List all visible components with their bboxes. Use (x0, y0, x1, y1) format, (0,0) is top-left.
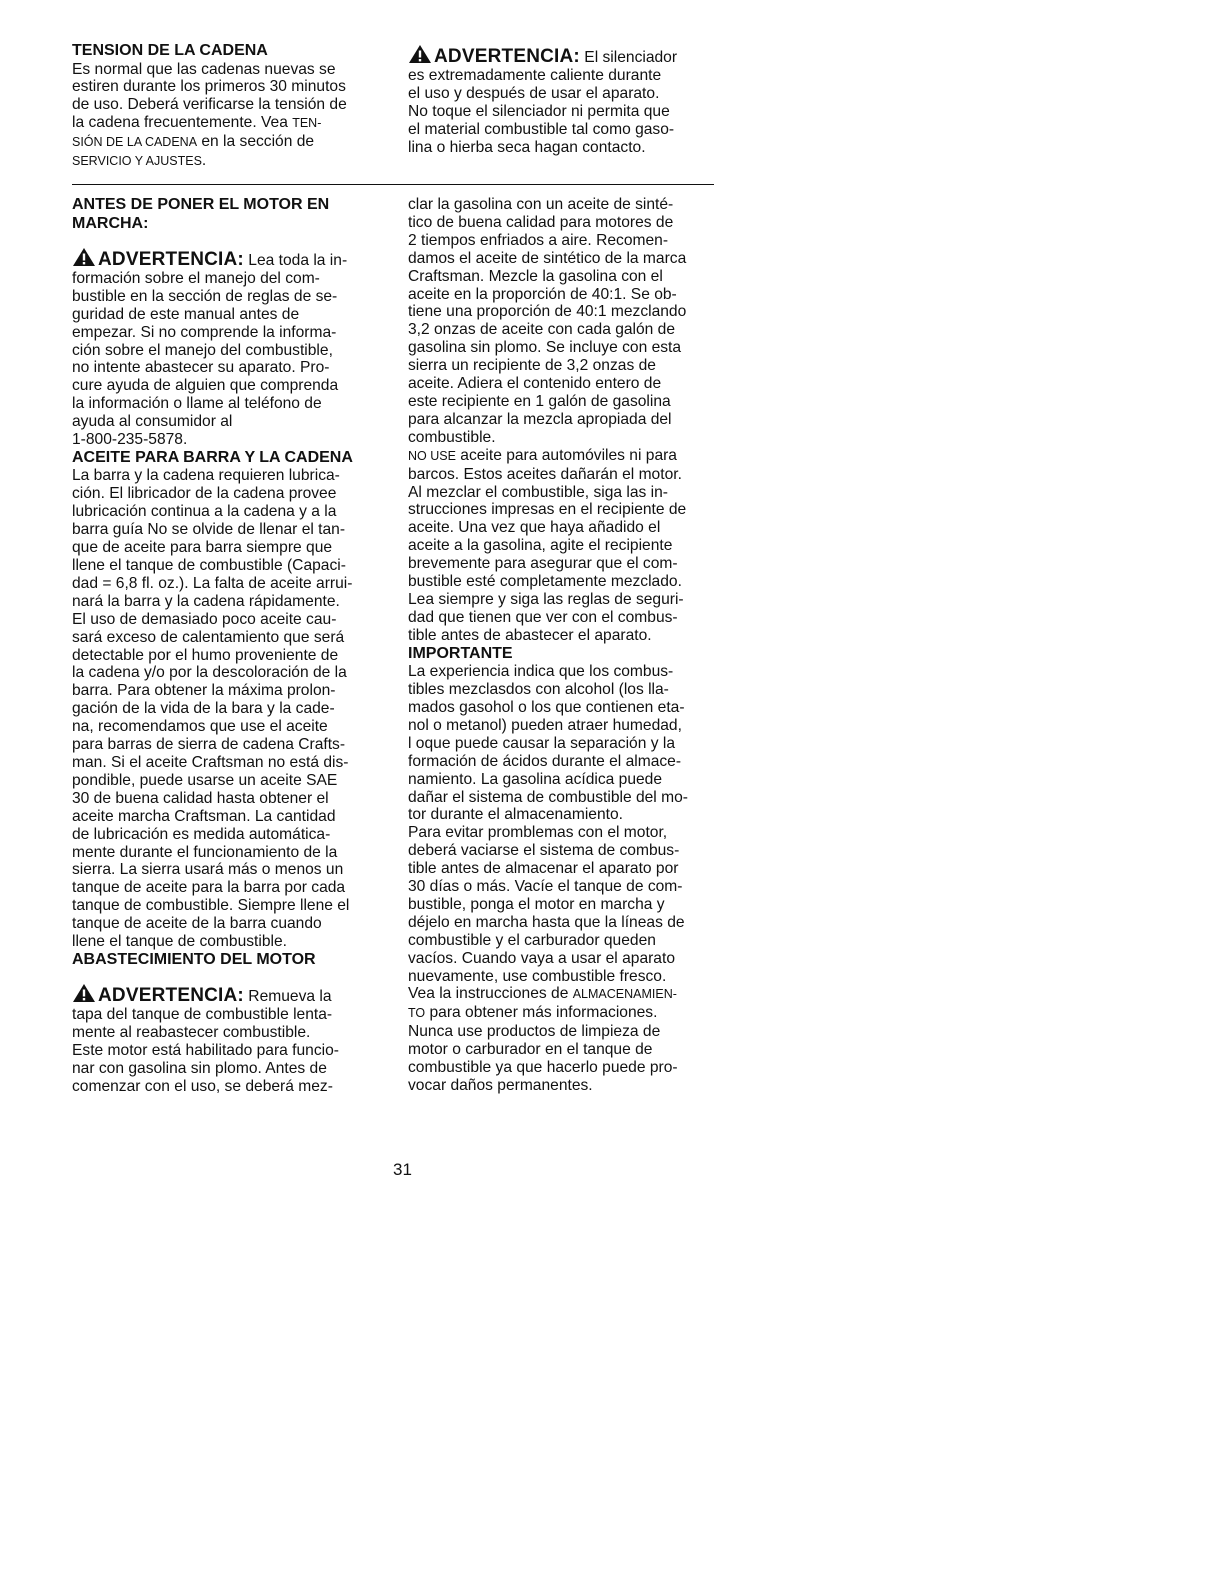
muffler-warning-text: El silenciador es extremadamente caliente durante el uso y después de usar el aparato. No toque el silenciador ni permita que el material combustible tal como gaso- lina o hierba seca hagan contacto. (408, 49, 678, 156)
bar-chain-oil-text: La barra y la cadena requieren lubrica- ción. El libricador de la cadena provee lubricación continua a la cadena y a la barra guía No se olvide de llenar el tan- que de aceite para barra siempre que llene el tanque de combustible (Capaci- dad = 6,8 fl. oz.). La falta de aceite arrui- nará la barra y la cadena rápidamente. El uso de demasiado poco aceite cau- sará exceso de calentamiento que será detectable por el humo proveniente de la cadena y/o por la descoloración de la barra. Para obtener la máxima prolon- gación de la vida de la bara y la cade- na, recomendamos que use el aceite para barras de sierra de cadena Crafts- man. Si el aceite Craftsman no está dis- pondible, puede usarse un aceite SAE 30 de buena calidad hasta obtener el aceite marcha Craftsman. La cantidad de lubricación es medida automática- mente durante el funcionamiento de la sierra. La sierra usará más o menos un tanque de aceite para la barra por cada tanque de combustible. Siempre llene el tanque de aceite de la barra cuando llene el tanque de combustible. (72, 467, 353, 951)
fueling-warning-text: Remueva la tapa del tanque de combustible lenta- mente al reabastecer combustible. Este motor está habilitado para funcio- nar con gasolina sin plomo. Antes de comenzar con el uso, se deberá mez- (72, 988, 339, 1095)
fueling-heading: ABASTECIMIENTO DEL MOTOR (72, 950, 316, 968)
right-column (408, 196, 720, 1095)
storage-body: Para evitar promblemas con el motor, deberá vaciarse el sistema de combus- tible antes de almacenar el aparato por 30 días o más. Vacíe el tanque de com- bustible, ponga el motor en marcha y déjelo en marcha hasta que la líneas de combustible y el carburador queden vacíos. Cuando vaya a usar el aparato nuevamente, use combustible fresco. Vea la instrucciones de (408, 824, 685, 1003)
chain-tension-heading: TENSION DE LA CADENA (72, 42, 268, 59)
section-divider (72, 184, 714, 185)
fuel-warning-text: Lea toda la in- formación sobre el manejo del com- bustible en la sección de reglas de se- guridad de este manual antes de empezar. Si no comprende la informa- ción sobre el manejo del combustible, no intente abastecer su aparato. Pro- cure ayuda de alguien que comprenda la información o llame al teléfono de ayuda al consumidor al 1-800-235-5878. (72, 252, 348, 449)
cleaner-warning-text: Nunca use productos de limpieza de motor o carburador en el tanque de combustible ya que hacerlo puede pro- vocar daños permanentes. (408, 1023, 678, 1094)
chain-tension-ref: TEN- SIÓN DE LA CADENA (72, 116, 322, 150)
chain-tension-text-2: en la sección de (201, 133, 315, 151)
before-start-heading: ANTES DE PONER EL MOTOR EN MARCHA: (72, 196, 330, 232)
left-column (72, 196, 384, 1096)
chain-tension-text-1: Es normal que las cadenas nuevas se estiren durante los primeros 30 minutos de uso. Deberá verificarse la tensión de la cadena frecuentemente. Vea (72, 60, 347, 132)
no-use-text (408, 447, 720, 645)
page-number: 31 (393, 1160, 412, 1179)
storage-body-end: para obtener más informaciones. (425, 1004, 658, 1022)
alcohol-fuel-text: La experiencia indica que los combus- tibles mezclasdos con alcohol (los lla- mados gasohol o los que contienen eta- nol o metanol) pueden atraer humedad, l oque puede causar la separación y la formación de ácidos durante el almace- namiento. La gasolina acídica puede dañar el sistema de combustible del mo- tor durante el almacenamiento. (408, 663, 688, 824)
chain-tension-section (72, 42, 372, 171)
warning-icon (408, 44, 432, 64)
storage-text (408, 824, 720, 1023)
muffler-warning (408, 44, 713, 156)
important-heading: IMPORTANTE (408, 644, 513, 662)
warning-icon (72, 983, 96, 1003)
service-adjust-ref: SERVICIO Y AJUSTES (72, 154, 202, 169)
warning-icon (72, 247, 96, 267)
chain-tension-text-3: . (201, 152, 207, 170)
warning-label: ADVERTENCIA: (98, 985, 244, 1007)
bar-chain-oil-heading: ACEITE PARA BARRA Y LA CADENA (72, 448, 353, 466)
storage-ref: ALMACENAMIEN- TO (408, 987, 677, 1021)
no-use-label: NO USE (408, 448, 456, 463)
warning-label: ADVERTENCIA: (434, 46, 580, 67)
no-use-body: aceite para automóviles ni para barcos. Estos aceites dañarán el motor. Al mezclar el combustible, siga las in- strucciones impresas en el recipiente de aceite. Una vez que haya añadido el aceite a la gasolina, agite el recipiente brevemente para asegurar que el com- bustible esté completamente mezclado. Lea siempre y siga las reglas de seguri- dad que tienen que ver con el combus- tible antes de abastecer el aparato. (408, 446, 687, 644)
warning-label: ADVERTENCIA: (98, 249, 244, 270)
fuel-mix-text: clar la gasolina con un aceite de sinté- tico de buena calidad para motores de 2 tiempos enfriados a aire. Recomen- damos el aceite de sintético de la marca Craftsman. Mezcle la gasolina con el aceite en la proporción de 40:1. Se ob- tiene una proporción de 40:1 mezclando 3,2 onzas de aceite con cada galón de gasolina sin plomo. Se incluye con esta sierra un recipiente de 3,2 onzas de aceite. Adiera el contenido entero de este recipiente en 1 galón de gasolina para alcanzar la mezcla apropiada del combustible. (408, 196, 687, 446)
chain-tension-text (72, 61, 372, 171)
